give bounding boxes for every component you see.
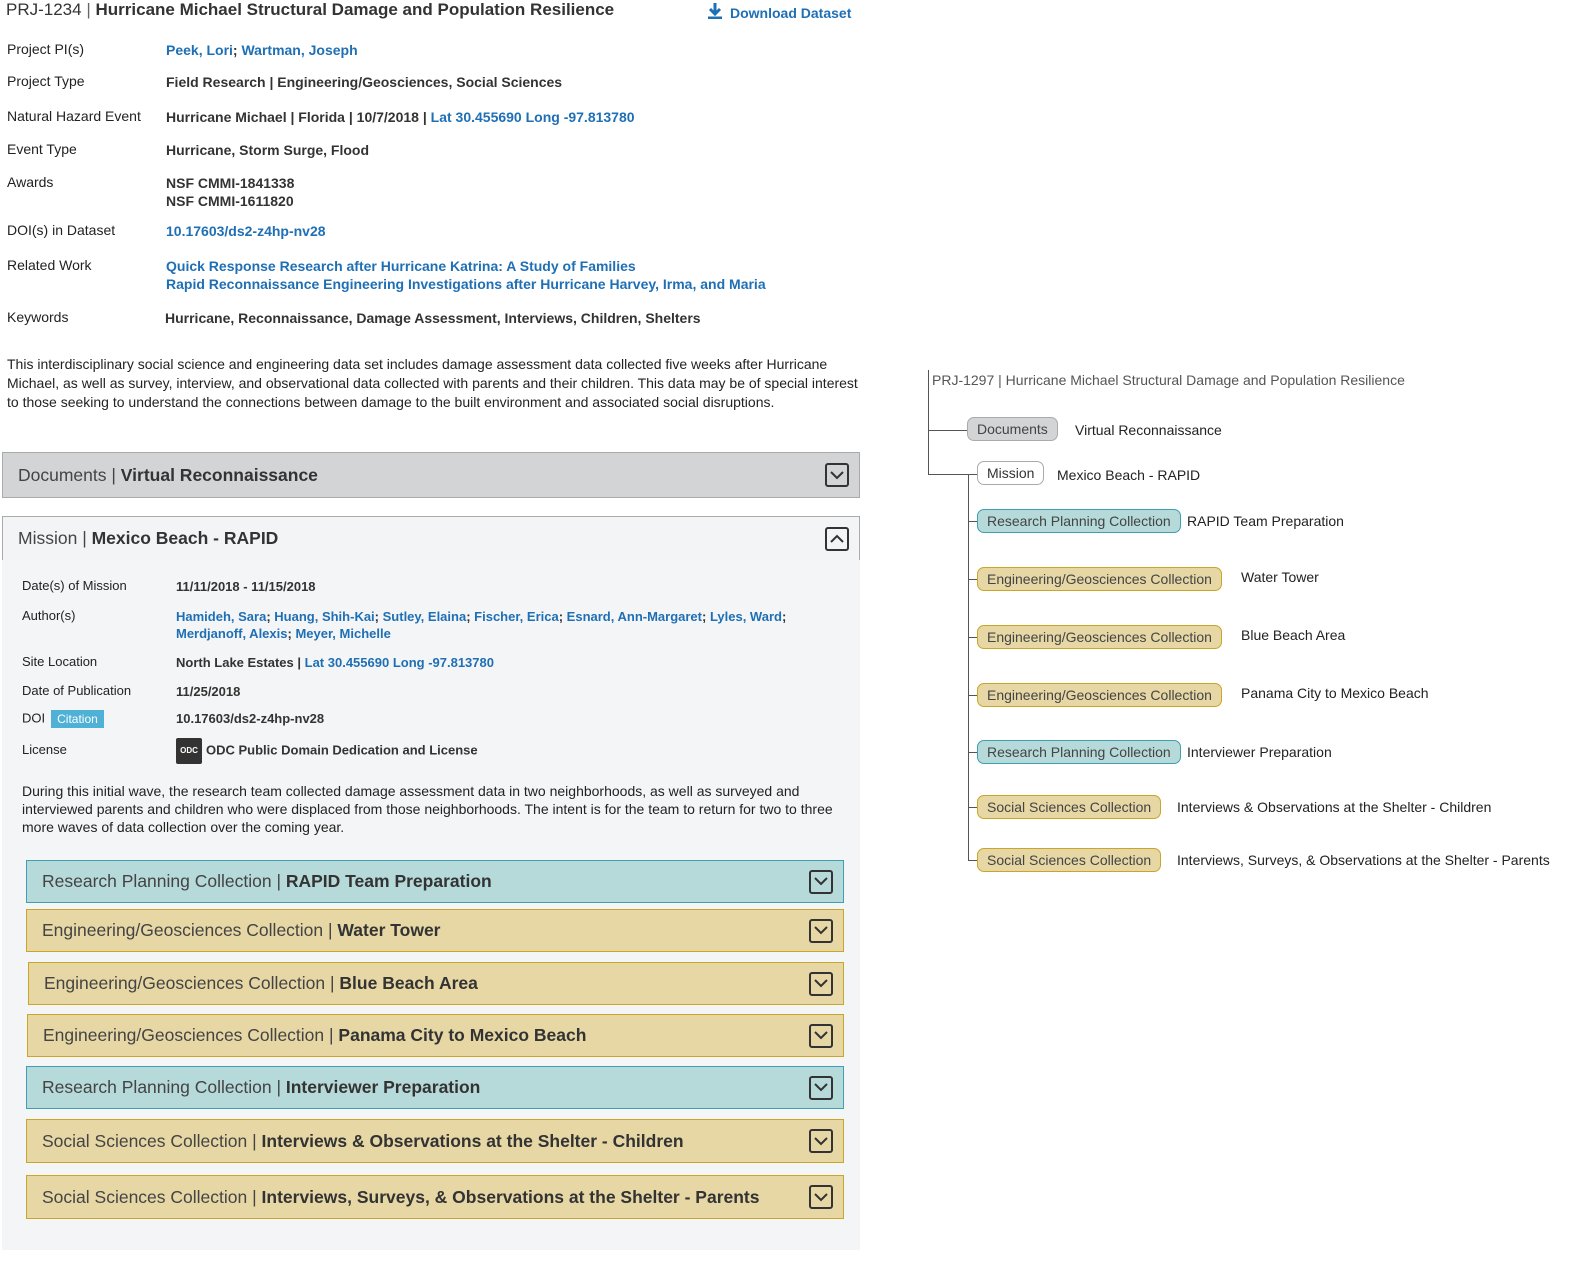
tree-connector <box>968 860 977 861</box>
tree-node-collection[interactable]: Engineering/Geosciences Collection <box>977 683 1222 707</box>
expand-toggle[interactable] <box>825 463 849 487</box>
tree-node-mission[interactable]: Mission <box>977 461 1044 485</box>
tree-node-label[interactable]: Panama City to Mexico Beach <box>1241 685 1429 701</box>
chevron-down-icon <box>814 1031 828 1040</box>
award-item: NSF CMMI-1841338 <box>166 175 295 191</box>
tree-node-label[interactable]: Blue Beach Area <box>1241 627 1346 643</box>
tree-node-label[interactable]: Virtual Reconnaissance <box>1075 422 1222 438</box>
tree-node-collection[interactable]: Social Sciences Collection <box>977 795 1161 819</box>
tree-node-collection[interactable]: Engineering/Geosciences Collection <box>977 625 1222 649</box>
accordion-heading: Documents | Virtual Reconnaissance <box>18 464 318 485</box>
chevron-down-icon <box>814 1083 828 1092</box>
citation-button[interactable]: Citation <box>51 710 104 728</box>
collection-accordion[interactable] <box>28 962 844 1005</box>
tree-node-label[interactable]: Interviews & Observations at the Shelter - Children <box>1177 799 1492 815</box>
accordion-title: Mexico Beach - RAPID <box>91 528 279 548</box>
documents-accordion[interactable] <box>2 452 860 498</box>
accordion-title: RAPID Team Preparation <box>285 871 492 891</box>
license-text: ODC Public Domain Dedication and License <box>206 742 478 758</box>
collection-accordion[interactable] <box>26 1175 844 1219</box>
tree-node-label[interactable]: Mexico Beach - RAPID <box>1057 467 1201 483</box>
tree-node-collection[interactable]: Engineering/Geosciences Collection <box>977 567 1222 591</box>
accordion-title: Water Tower <box>337 920 441 940</box>
event-type-value: Hurricane, Storm Surge, Flood <box>166 142 370 158</box>
project-title-text: Hurricane Michael Structural Damage and Population Resilience <box>95 0 615 19</box>
download-icon <box>706 2 724 23</box>
tree-connector <box>968 807 977 808</box>
doi-link[interactable]: 10.17603/ds2-z4hp-nv28 <box>166 223 326 239</box>
mission-description: During this initial wave, the research team collected damage assessment data in two neighborhoods, as well as surveyed and interviewed parents and children who were displaced from those neighborhoods. The intent is for the team to return for two to three more waves of data collection over the coming year. <box>22 783 833 835</box>
expand-toggle[interactable] <box>809 1129 833 1153</box>
project-type-value: Field Research | Engineering/Geosciences, Social Sciences <box>166 74 563 90</box>
tree-node-label[interactable]: RAPID Team Preparation <box>1187 513 1344 529</box>
chevron-down-icon <box>814 926 828 935</box>
author-link[interactable]: Hamideh, Sara <box>176 609 267 624</box>
tree-connector <box>968 695 977 696</box>
accordion-category: Engineering/Geosciences Collection <box>43 1025 325 1045</box>
mission-dates-label: Date(s) of Mission <box>22 578 127 593</box>
title-separator: | <box>86 0 91 19</box>
expand-toggle[interactable] <box>809 919 833 943</box>
mission-doi-value: 10.17603/ds2-z4hp-nv28 <box>176 711 325 726</box>
related-work-value <box>166 257 766 293</box>
chevron-down-icon <box>814 1193 828 1202</box>
awards-value <box>166 174 294 210</box>
tree-node-collection[interactable]: Research Planning Collection <box>977 509 1181 533</box>
tree-connector <box>928 474 977 475</box>
related-work-label: Related Work <box>7 257 92 273</box>
chevron-down-icon <box>830 471 844 480</box>
tree-node-label[interactable]: Interviewer Preparation <box>1187 744 1332 760</box>
event-label: Natural Hazard Event <box>7 108 141 124</box>
accordion-category: Engineering/Geosciences Collection <box>44 973 326 993</box>
project-type-label: Project Type <box>7 73 85 89</box>
tree-connector <box>928 430 967 431</box>
project-tree <box>920 360 1589 890</box>
accordion-title: Virtual Reconnaissance <box>120 464 318 485</box>
publication-date-value: 11/25/2018 <box>176 684 241 699</box>
event-coords-link[interactable]: Lat 30.455690 Long -97.813780 <box>430 109 635 125</box>
accordion-heading: Social Sciences Collection | Interviews & Observations at the Shelter - Children <box>42 1130 684 1151</box>
expand-toggle[interactable] <box>809 972 833 996</box>
accordion-heading: Mission | Mexico Beach - RAPID <box>18 528 279 548</box>
project-id: PRJ-1234 <box>6 0 82 19</box>
project-description: This interdisciplinary social science and engineering data set includes damage assessment data collected five weeks after Hurricane Michael, as well as survey, interview, and observational data collected with parents and their children. This data may be of special interest to those seeking to understand the connections between damage to the built environment and associated social disruptions. <box>7 356 858 410</box>
awards-label: Awards <box>7 174 54 190</box>
expand-toggle[interactable] <box>809 1185 833 1209</box>
tree-node-collection[interactable]: Research Planning Collection <box>977 740 1181 764</box>
tree-node-collection[interactable]: Social Sciences Collection <box>977 848 1161 872</box>
accordion-heading: Engineering/Geosciences Collection | Blue Beach Area <box>44 973 478 993</box>
collapse-toggle[interactable] <box>825 527 849 551</box>
award-item: NSF CMMI-1611820 <box>166 193 294 209</box>
collection-accordion[interactable] <box>26 1119 844 1163</box>
accordion-category: Research Planning Collection <box>42 871 272 891</box>
collection-accordion[interactable] <box>26 1066 844 1109</box>
collection-accordion[interactable] <box>27 1014 844 1057</box>
accordion-heading: Engineering/Geosciences Collection | Water Tower <box>42 920 441 940</box>
accordion-category: Engineering/Geosciences Collection <box>42 920 324 940</box>
accordion-heading: Engineering/Geosciences Collection | Panama City to Mexico Beach <box>43 1025 587 1045</box>
pi-label: Project PI(s) <box>7 41 85 57</box>
license-label: License <box>22 742 67 757</box>
chevron-down-icon <box>814 1137 828 1146</box>
author-link[interactable]: Sutley, Elaina <box>382 609 467 624</box>
site-coords-link[interactable]: Lat 30.455690 Long -97.813780 <box>304 655 494 670</box>
accordion-title: Interviews & Observations at the Shelter - Children <box>261 1130 684 1151</box>
mission-authors-value: Hamideh, Sara; Huang, Shih-Kai; Sutley, Elaina; Fischer, Erica; Esnard, Ann-Margaret; Lyles, Ward; Merdjanoff, Alexis; Meyer, Michelle <box>176 609 787 641</box>
accordion-heading: Social Sciences Collection | Interviews, Surveys, & Observations at the Shelter - Parents <box>42 1186 760 1207</box>
project-title <box>6 0 614 20</box>
tree-node-documents[interactable]: Documents <box>967 417 1058 441</box>
tree-root-label[interactable]: PRJ-1297 | Hurricane Michael Structural Damage and Population Resilience <box>932 372 1405 388</box>
pi-value: Peek, Lori; Wartman, Joseph <box>166 42 358 58</box>
accordion-heading: Research Planning Collection | Interviewer Preparation <box>42 1077 481 1097</box>
event-type-label: Event Type <box>7 141 77 157</box>
tree-connector <box>968 521 977 522</box>
tree-node-label[interactable]: Interviews, Surveys, & Observations at the Shelter - Parents <box>1177 852 1550 868</box>
site-location-value <box>176 654 816 671</box>
doi-label: DOI(s) in Dataset <box>7 222 116 238</box>
odc-license-icon: ODC <box>176 738 202 764</box>
author-link[interactable]: Meyer, Michelle <box>295 626 391 641</box>
author-link[interactable]: Esnard, Ann-Margaret <box>566 609 702 624</box>
accordion-title: Blue Beach Area <box>339 973 478 993</box>
tree-connector <box>968 752 977 753</box>
tree-connector <box>968 474 969 860</box>
author-link[interactable]: Fischer, Erica <box>474 609 559 624</box>
accordion-heading: Research Planning Collection | RAPID Team Preparation <box>42 871 492 891</box>
collection-accordion[interactable] <box>26 860 844 903</box>
accordion-category: Social Sciences Collection <box>42 1130 248 1151</box>
author-link[interactable]: Merdjanoff, Alexis <box>176 626 288 641</box>
accordion-title: Panama City to Mexico Beach <box>338 1025 587 1045</box>
publication-date-label: Date of Publication <box>22 683 132 698</box>
chevron-up-icon <box>830 534 844 543</box>
related-work-link[interactable]: Rapid Reconnaissance Engineering Investigations after Hurricane Harvey, Irma, and Maria <box>166 276 766 292</box>
tree-connector <box>968 579 977 580</box>
expand-toggle[interactable] <box>809 870 833 894</box>
download-dataset-button[interactable] <box>706 2 851 23</box>
collection-accordion[interactable] <box>26 909 844 952</box>
download-dataset-label: Download Dataset <box>730 4 852 21</box>
site-location-text: North Lake Estates | <box>176 655 302 670</box>
author-link[interactable]: Huang, Shih-Kai <box>274 609 375 624</box>
tree-node-label[interactable]: Water Tower <box>1241 569 1319 585</box>
pi-link[interactable]: Peek, Lori <box>166 42 233 58</box>
accordion-title: Interviews, Surveys, & Observations at the Shelter - Parents <box>261 1186 760 1207</box>
author-link[interactable]: Lyles, Ward <box>709 609 782 624</box>
expand-toggle[interactable] <box>809 1076 833 1100</box>
chevron-down-icon <box>814 877 828 886</box>
keywords-value: Hurricane, Reconnaissance, Damage Assessment, Interviews, Children, Shelters <box>165 310 701 326</box>
chevron-down-icon <box>814 979 828 988</box>
event-text: Hurricane Michael | Florida | 10/7/2018 | <box>166 109 427 125</box>
related-work-link[interactable]: Quick Response Research after Hurricane Katrina: A Study of Families <box>166 258 636 274</box>
tree-connector <box>968 637 977 638</box>
tree-connector <box>928 370 929 474</box>
accordion-category: Research Planning Collection <box>42 1077 272 1097</box>
pi-link[interactable]: Wartman, Joseph <box>241 42 358 58</box>
site-location-label: Site Location <box>22 654 98 669</box>
keywords-label: Keywords <box>7 309 69 325</box>
accordion-category: Documents <box>18 464 107 485</box>
doi-value <box>166 222 326 240</box>
mission-accordion[interactable] <box>2 516 860 561</box>
expand-toggle[interactable] <box>809 1024 833 1048</box>
mission-dates-value: 11/11/2018 - 11/15/2018 <box>176 579 316 594</box>
mission-doi-label: DOI Citation <box>22 710 104 728</box>
project-header <box>6 0 866 24</box>
mission-authors-label: Author(s) <box>22 608 76 623</box>
accordion-category: Mission <box>18 528 78 548</box>
accordion-title: Interviewer Preparation <box>285 1077 481 1097</box>
event-value <box>166 108 635 126</box>
license-value <box>176 738 816 764</box>
accordion-category: Social Sciences Collection <box>42 1186 248 1207</box>
